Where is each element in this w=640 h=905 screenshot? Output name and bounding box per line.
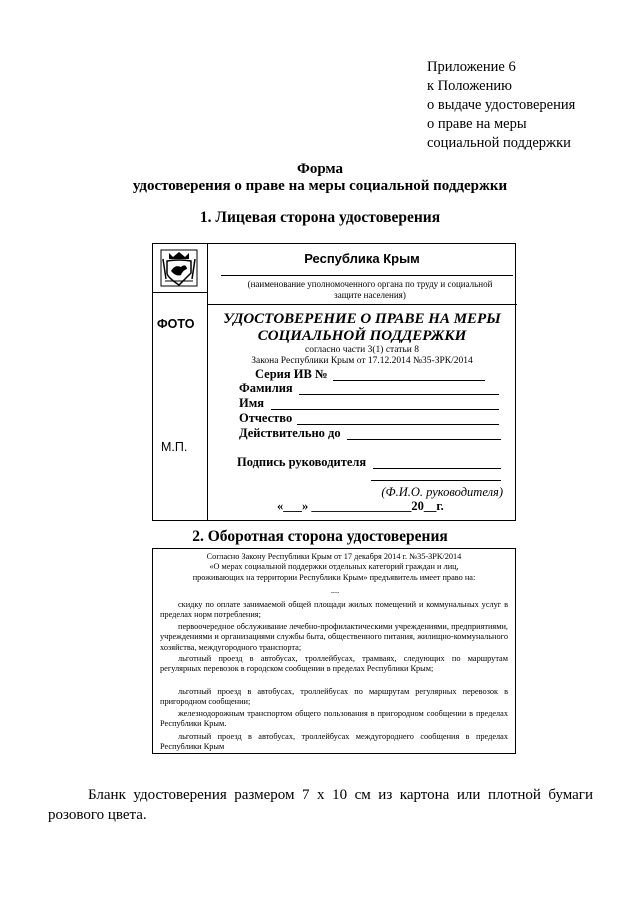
org-name-caption: [229, 279, 511, 301]
republic-name: Республика Крым: [304, 251, 420, 266]
legal-basis-line: Закона Республики Крым от 17.12.2014 №35-ЗРК/2014: [251, 356, 473, 366]
back-intro-line: Согласно Закону Республики Крым от 17 декабря 2014 г. №35-ЗРК/2014: [206, 552, 462, 561]
crimea-emblem-icon: [157, 249, 201, 287]
appendix-line: к Положению: [427, 78, 512, 94]
series-label: Серия ИВ №: [255, 367, 328, 381]
signature-label: Подпись руководителя: [237, 455, 367, 469]
form-subtitle: удостоверения о праве на меры социальной поддержки: [132, 178, 508, 194]
front-side-heading: 1. Лицевая сторона удостоверения: [199, 209, 441, 226]
legal-basis-line: согласно части 3(1) статьи 8: [305, 345, 419, 355]
series-line: [333, 380, 485, 381]
blank-description: Бланк удостоверения размером 7 х 10 см из картона или плотной бумаги розового цвета.: [48, 787, 593, 823]
issue-date-line: «___» ________________20__г.: [277, 499, 444, 513]
benefit-item: скидку по оплате занимаемой общей площади жилых помещений и коммунальных услуг в пределах норм потребления;: [160, 600, 508, 620]
valid-until-label: Действительно до: [239, 426, 341, 440]
appendix-line: социальной поддержки: [427, 135, 571, 151]
ellipsis: ....: [330, 586, 340, 595]
surname-line: [299, 394, 499, 395]
certificate-title-line: СОЦИАЛЬНОЙ ПОДДЕРЖКИ: [257, 328, 467, 344]
header-divider: [207, 304, 517, 305]
certificate-back: [152, 548, 516, 754]
signature-line: [373, 468, 501, 469]
back-intro-line: «О мерах социальной поддержки отдельных категорий граждан и лиц,: [209, 562, 459, 572]
legal-basis: [207, 345, 517, 367]
certificate-title-line: УДОСТОВЕРЕНИЕ О ПРАВЕ НА МЕРЫ: [223, 311, 501, 327]
org-caption-line: защите населения): [334, 290, 406, 300]
valid-until-line: [347, 439, 501, 440]
org-name-line: [221, 275, 513, 276]
photo-divider: [153, 292, 207, 293]
form-title: Форма: [296, 161, 344, 177]
appendix-note: [427, 58, 575, 153]
patronymic-label: Отчество: [239, 411, 293, 425]
appendix-line: о праве на меры: [427, 116, 527, 132]
photo-column: [153, 244, 208, 520]
benefit-item: льготный проезд в автобусах, троллейбусах, трамваях, следующих по маршрутам регулярных перевозок в городском сообщении в пределах Республики Крым;: [160, 654, 508, 674]
head-name-caption: (Ф.И.О. руководителя): [381, 485, 503, 499]
benefit-item: льготный проезд в автобусах, троллейбусах междугороднего сообщения в пределах Республики Крым: [160, 732, 508, 752]
back-intro: [159, 552, 509, 583]
certificate-title: [207, 311, 517, 345]
surname-label: Фамилия: [239, 381, 293, 395]
appendix-line: Приложение 6: [427, 59, 516, 75]
name-label: Имя: [239, 396, 264, 410]
stamp-label: М.П.: [161, 440, 188, 454]
back-side-heading: 2. Оборотная сторона удостоверения: [192, 528, 448, 545]
org-caption-line: (наименование уполномоченного органа по труду и социальной: [247, 279, 493, 289]
back-intro-line: проживающих на территории Республики Крым» предъявитель имеет право на:: [192, 572, 476, 582]
patronymic-line: [297, 424, 499, 425]
certificate-front: [152, 243, 516, 521]
benefit-item: железнодорожным транспортом общего пользования в пригородном сообщении в пределах Республики Крым.: [160, 709, 508, 729]
photo-label: ФОТО: [157, 317, 195, 331]
head-name-line: [371, 480, 501, 481]
benefit-item: первоочередное обслуживание лечебно-профилактическими учреждениями, предприятиями, учреждениями и организациями службы быта, общественного питания, жилищно-коммунального хозяйства, междугородного транспорта;: [160, 622, 508, 652]
appendix-line: о выдаче удостоверения: [427, 97, 576, 113]
name-line: [271, 409, 499, 410]
benefit-item: льготный проезд в автобусах, троллейбусах по маршрутам регулярных перевозок в пригородном сообщении;: [160, 687, 508, 707]
